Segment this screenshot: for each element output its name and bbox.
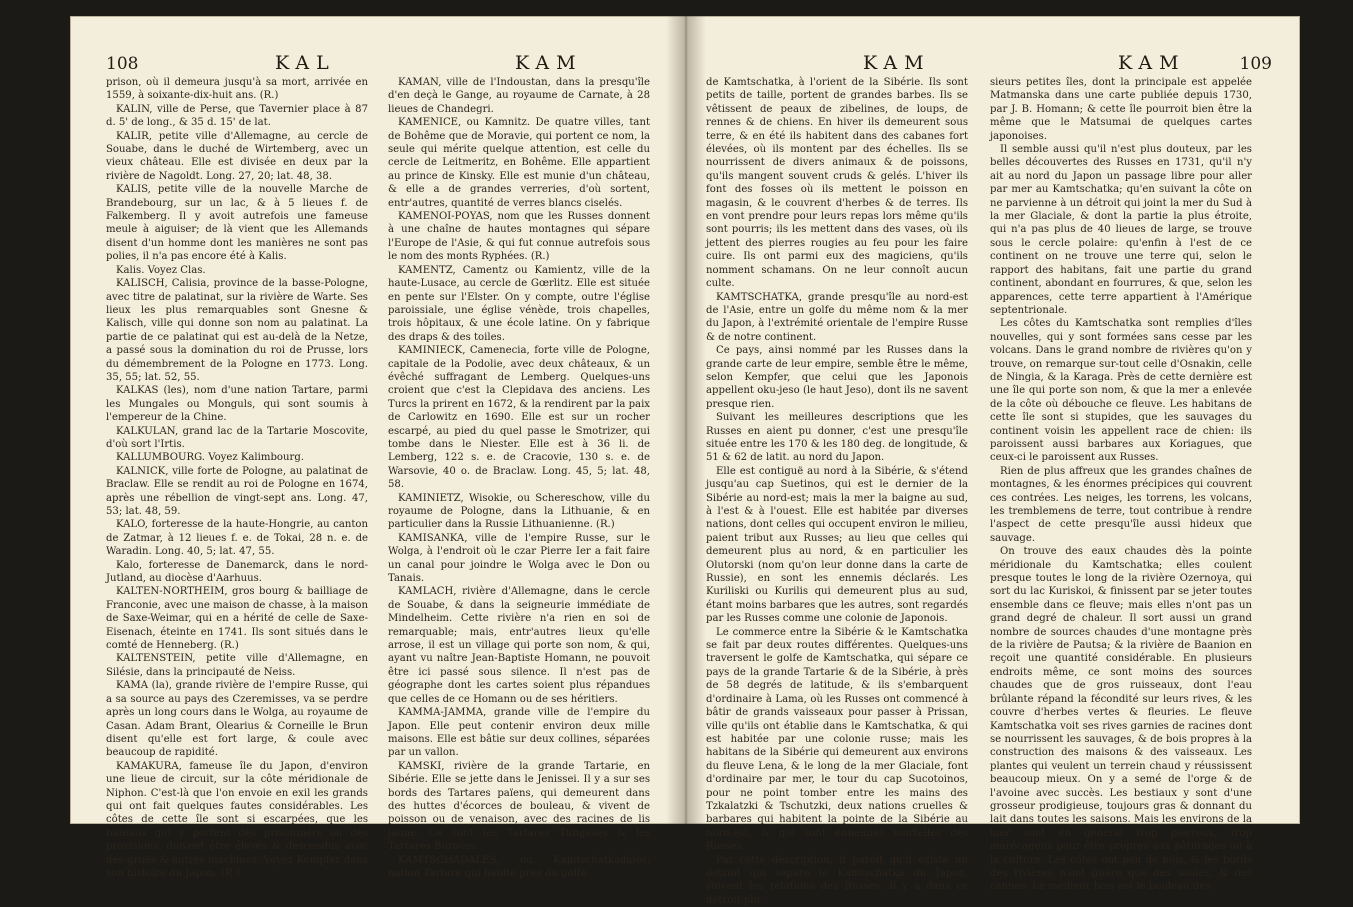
- book-spread: [70, 16, 1300, 906]
- entry: KALISCH, Calisia, province de la basse-Pologne, avec titre de palatinat, sur la rivière de Warte. Ses lieux les plus remarquables sont Gnesne & Kalisch, ville qui donne son nom au palatinat. La partie de ce palatinat qui est au-delà de la Netze, a passé sous la domination du roi de Prusse, lors du démembrement de la Pologne en 1773. Long. 35, 55; lat. 52, 55.: [106, 278, 368, 383]
- entry: KAMISANKA, ville de l'empire Russe, sur le Wolga, à l'endroit où le czar Pierre Ier a fait faire un canal pour joindre le Wolga avec le Don ou Tanais.: [388, 532, 650, 585]
- entry: Rien de plus affreux que les grandes chaînes de montagnes, & les énormes précipices qui couvrent ces contrées. Les neiges, les torrens, les volcans, les tremblemens de terre, tout contribue à rendre l'aspect de cette presqu'île aussi hideux que sauvage.: [990, 465, 1252, 544]
- entry: KALLUMBOURG. Voyez Kalimbourg.: [116, 452, 304, 464]
- entry: KAMTSCHADALES, ou Kamtschatkadales, nation Tartare qui habite près du golfe: [388, 854, 650, 879]
- entry: KAMSKI, rivière de la grande Tartarie, en Sibérie. Elle se jette dans le Jenissei. Il y a sur ses bords des Tartares païens, qui demeurent dans des huttes d'écorces de bouleau, & vivent de poisson ou de venaison, avec des racines de lis jaune. Ce sont les Tartares Tungeses & les Tartares Buraces.: [388, 760, 650, 853]
- left-page-columns: [70, 76, 682, 879]
- entry: sieurs petites îles, dont la principale est appelée Matmanska dans une carte publiée depuis 1730, par J. B. Homann; & cette île pourroit bien être la même que le Matsumai de quelques cartes japonoises.: [990, 77, 1252, 142]
- entry: KALIR, petite ville d'Allemagne, au cercle de Souabe, dans le duché de Wirtemberg, avec un vieux château. Elle est divisée en deux par la rivière de Nagoldt. Long. 27, 20; lat. 48, 38.: [106, 130, 368, 182]
- column-1: [106, 76, 368, 880]
- running-head-right: KAM: [1118, 52, 1186, 74]
- entry: KAMINIETZ, Wisokie, ou Schereschow, ville du royaume de Pologne, dans la Lithuanie, & en particulier dans la Russie Lithuanienne. (R.): [388, 492, 650, 531]
- column-2: [990, 76, 1252, 894]
- entry: KAMLACH, rivière d'Allemagne, dans le cercle de Souabe, & dans la seigneurie immédiate de Mindelheim. Cette rivière n'a rien en soi de remarquable; mais, entr'autres lieux qu'elle arrose, il est un village qui porte son nom, & qui, ayant vu naître Jean-Baptiste Homann, ne pouvoit être ici passé sous silence. Il n'est pas de géographe dont les cartes soient plus répandues que celles de ce Homann ou de ses héritiers.: [388, 586, 650, 705]
- entry: KAMAN, ville de l'Indoustan, dans la presqu'île d'en deçà le Gange, au royaume de Carnate, à 28 lieues de Chandegri.: [388, 77, 650, 115]
- entry: Le commerce entre la Sibérie & le Kamtschatka se fait par deux routes différentes. Quelques-uns traversent le golfe de Kamtschatka, qui sépare ce pays de la grande Tartarie & de la Sibérie, à près de 58 degrés de latitude, & ils s'embarquent d'ordinaire à Lama, où les Russes ont commencé à bâtir de grands vaisseaux pour passer à Prissan, ville qu'ils ont établie dans le Kamtschatka, & qui est habitée par une colonie russe; mais les habitans de la Sibérie qui demeurent aux environs du fleuve Lena, & le long de la mer Glaciale, font d'ordinaire par mer, le tour du cap Sucotoinos, pour ne point tomber entre les mains des Tzkalatzki & Tschutzki, deux nations cruelles & barbares qui habitent la pointe de la Sibérie au nord-est, & qui sont ennemies mortelles des Russes.: [706, 626, 968, 853]
- entry: KAMTSCHATKA, grande presqu'île au nord-est de l'Asie, entre un golfe du même nom & la mer du Japon, à l'extrémité orientale de l'empire Russe & de notre continent.: [706, 291, 968, 343]
- entry: Kalo, forteresse de Danemarck, dans le nord-Jutland, au diocèse d'Aarhuus.: [106, 559, 368, 585]
- entry: KALTEN-NORTHEIM, gros bourg & bailliage de Franconie, avec une maison de chasse, à la maison de Saxe-Weimar, qui en a hérité de celle de Saxe-Eisenach, éteinte en 1741. Ils sont situés dans le comté de Henneberg. (R.): [106, 586, 368, 652]
- entry: KALKULAN, grand lac de la Tartarie Moscovite, d'où sort l'Irtis.: [106, 425, 368, 450]
- page-number: 109: [1239, 54, 1272, 74]
- page-number: 108: [106, 54, 139, 74]
- left-page-header: [70, 48, 682, 78]
- entry: KAMAKURA, fameuse île du Japon, d'environ une lieue de circuit, sur la côte méridionale de Niphon. C'est-là que l'on envoie en exil les grands qui ont fait quelques fautes considérables. Les côtes de cette île sont si escarpées, que les bateaux qui y portent des prisonniers ou des provisions, doivent être élevés & descendus avec des grues & autres machines. Voyez Kempfer dans son histoire du Japon. (R.): [106, 760, 368, 879]
- entry: KALTENSTEIN, petite ville d'Allemagne, en Silésie, dans la principauté de Neiss.: [106, 653, 368, 678]
- book-gutter: [666, 16, 706, 824]
- entry: KAMENICE, ou Kamnitz. De quatre villes, tant de Bohême que de Moravie, qui portent ce nom, la seule qui mérite quelque attention, est celle du cercle de Leitmeritz, en Bohême. Elle appartient au prince de Kinsky. Elle est munie d'un château, & elle a de grandes verreries, d'où sortent, entr'autres, quantité de verres blancs ciselés.: [388, 117, 650, 209]
- running-head-left: KAM: [863, 52, 931, 74]
- entry: KAMENTZ, Camentz ou Kamientz, ville de la haute-Lusace, au cercle de Gœrlitz. Elle est située en pente sur l'Elster. On y compte, outre l'église paroissiale, une église vénède, trois chapelles, trois hôpitaux, & une école latine. On y fabrique des draps & des toiles.: [388, 264, 650, 343]
- right-page-columns: [688, 76, 1300, 906]
- column-1: [706, 76, 968, 907]
- entry: KALIS, petite ville de la nouvelle Marche de Brandebourg, sur un lac, & à 5 lieues f. de Falkemberg. Il y avoit autrefois une fameuse meule à aiguiser; de là vient que les Allemands disent d'un homme dont les manières ne sont pas polies, il n'a pas encore été à Kalis.: [106, 184, 368, 263]
- entry: de Kamtschatka, à l'orient de la Sibérie. Ils sont petits de taille, portent de grandes barbes. Ils se vêtissent de peaux de zibelines, de loups, de rennes & de chiens. En hiver ils demeurent sous terre, & en été ils habitent dans des cabanes fort élevées, où ils montent par des échelles. Ils se nourrissent de divers animaux & de poissons, qu'ils mangent souvent cruds & gelés. L'hiver ils font des fosses où ils mettent le poisson en magasin, & le couvrent d'herbes & de terres. Ils en vont prendre pour leurs repas lors même qu'ils sont pourris; ils les mettent dans des vases, où ils jettent des pierres rougies au feu pour les faire cuire. Ils ont parmi eux des magiciens, qu'ils nomment schamans. On ne leur connoît aucun culte.: [706, 77, 968, 290]
- entry: Par cette description, il paroît qu'il existe un détroit qui sépare le Kamtschatka du Japon, suivant les relations des Russes. Il y a dans ce détroit plu-: [706, 854, 968, 906]
- entry: On trouve des eaux chaudes dès la pointe méridionale du Kamtschatka; elles coulent presque toutes le long de la rivière Ozernoya, qui sort du lac Kuriskoi, & finissent par se jeter toutes ensemble dans ce fleuve; mais elles n'ont pas un grand degré de chaleur. Il sort aussi un grand nombre de sources chaudes d'une montagne près de la rivière de Pautsa; & la rivière de Baanion en reçoit une quantité considérable. En plusieurs endroits même, ce sont moins des sources chaudes que de gros ruisseaux, dont l'eau brûlante répand la fécondité sur leurs rives, & les couvre d'herbes vertes & fleuries. Le fleuve Kamtschatka voit ses rives garnies de racines dont se nourrissent les sauvages, & de bois propres à la construction des maisons & des vaisseaux. Les plantes qui veulent un terrein chaud y réussissent beaucoup mieux. On y a semé de l'orge & de l'avoine avec succès. Les bestiaux y sont d'une grosseur prodigieuse, toujours gras & donnant du lait dans toutes les saisons. Mais les environs de la mer sont en général trop pierreux, trop marécageux pour être propres aux pâturages ou à la culture. Les côtes ont peu de bois, & les bords des rivières n'ont guère que des saules, & des cannes. Le meilleur bois est le bouleau des: [990, 546, 1252, 893]
- entry: Ce pays, ainsi nommé par les Russes dans la grande carte de leur empire, semble être le même, selon Kempfer, que celui que les Japonois appellent oku-jeso (le haut Jeso), dont ils ne savent presque rien.: [706, 345, 968, 410]
- running-head-left: KAL: [275, 52, 336, 74]
- entry: Les côtes du Kamtschatka sont remplies d'îles nouvelles, qui y sont formées sans cesse par les volcans. Dans le grand nombre de rivières qu'on y trouve, on remarque sur-tout celle d'Osnakin, celle de Ningia, & la Karaga. Près de cette dernière est une île qui porte son nom, & que la mer a enlevée de la côte où débouche ce fleuve. Les habitans de cette île sont si stupides, que les sauvages du continent voisin les appellent race de chien: ils paroissent aussi barbares aux Koriagues, que ceux-ci le paroissent aux Russes.: [990, 318, 1252, 464]
- entry: Suivant les meilleures descriptions que les Russes en aient pu donner, c'est une presqu'île située entre les 170 & les 180 deg. de longitude, & 51 & 62 de latit. au nord du Japon.: [706, 412, 968, 464]
- entry: Kalis. Voyez Clas.: [116, 264, 206, 276]
- left-page: [70, 16, 682, 879]
- entry: KAMA (la), grande rivière de l'empire Russe, qui a sa source au pays des Czeremisses, va se perdre après un long cours dans le Wolga, au royaume de Casan. Adam Brant, Olearius & Corneille le Brun disent qu'elle est fort large, & coule avec beaucoup de rapidité.: [106, 680, 368, 759]
- running-head-right: KAM: [515, 52, 583, 74]
- entry: KAMMA-JAMMA, grande ville de l'empire du Japon. Elle peut contenir environ deux mille maisons. Elle est bâtie sur deux collines, séparées par un vallon.: [388, 707, 650, 759]
- entry: Il semble aussi qu'il n'est plus douteux, par les belles découvertes des Russes en 1731, qu'il n'y ait au nord du Japon un passage libre pour aller par mer au Kamtschatka; qu'en suivant la côte on ne parvienne à un détroit qui joint la mer du Sud à la mer Glaciale, & dont la partie la plus étroite, qui n'a pas plus de 40 lieues de large, se trouve sous le cercle polaire: qu'enfin à l'est de ce continent on ne trouve une terre qui, selon le rapport des habitans, fait une partie du grand continent, abondant en fourrures, & que, selon les apparences, cette terre appartient à l'Amérique septentrionale.: [990, 144, 1252, 316]
- entry: KALO, forteresse de la haute-Hongrie, au canton de Zatmar, à 12 lieues f. e. de Tokai, 28 n. e. de Waradin. Long. 40, 5; lat. 47, 55.: [106, 519, 368, 558]
- entry: Elle est contiguë au nord à la Sibérie, & s'étend jusqu'au cap Suetinos, qui est le dernier de la Sibérie au nord-est; mais la mer la baigne au sud, à l'est & à l'ouest. Elle est habitée par diverses nations, dont celles qui occupent environ le milieu, paient tribut aux Russes; au lieu que celles qui demeurent plus au nord, & en particulier les Olutorski (nom qu'on leur donne dans la carte de Russie), en sont les ennemis déclarés. Les Kuriliski ou Kurilis qui demeurent plus au sud, étant moins barbares que les autres, sont regardés par les Russes comme une colonie de Japonois.: [706, 465, 968, 625]
- entry: prison, où il demeura jusqu'à sa mort, arrivée en 1559, à soixante-dix-huit ans. (R.): [106, 77, 368, 102]
- right-page-header: [688, 48, 1300, 78]
- column-2: [388, 76, 650, 880]
- entry: KALIN, ville de Perse, que Tavernier place à 87 d. 5' de long., & 35 d. 15' de lat.: [106, 103, 368, 129]
- right-page: [688, 16, 1300, 906]
- entry: KAMINIECK, Camenecia, forte ville de Pologne, capitale de la Podolie, avec deux châteaux, & un évêché suffragant de Lemberg. Quelques-uns croient que c'est la Clepidava des anciens. Les Turcs la prirent en 1672, & la rendirent par la paix de Carlowitz en 1690. Elle est sur un rocher escarpé, au pied du quel passe le Smotrizer, qui tombe dans le Niester. Elle est à 36 li. de Lemberg, 122 s. e. de Cracovie, 130 s. e. de Warsovie, 40 o. de Braclaw. Long. 45, 5; lat. 48, 58.: [388, 345, 650, 491]
- entry: KAMENOI-POYAS, nom que les Russes donnent à une chaîne de hautes montagnes qui sépare l'Europe de l'Asie, & qui fut connue autrefois sous le nom des monts Ryphées. (R.): [388, 211, 650, 263]
- entry: KALNICK, ville forte de Pologne, au palatinat de Braclaw. Elle se rendit au roi de Pologne en 1674, après une rébellion de vingt-sept ans. Long. 47, 53; lat. 48, 59.: [106, 465, 368, 517]
- entry: KALKAS (les), nom d'une nation Tartare, parmi les Mungales ou Monguls, qui sont soumis à l'empereur de la Chine.: [106, 385, 368, 424]
